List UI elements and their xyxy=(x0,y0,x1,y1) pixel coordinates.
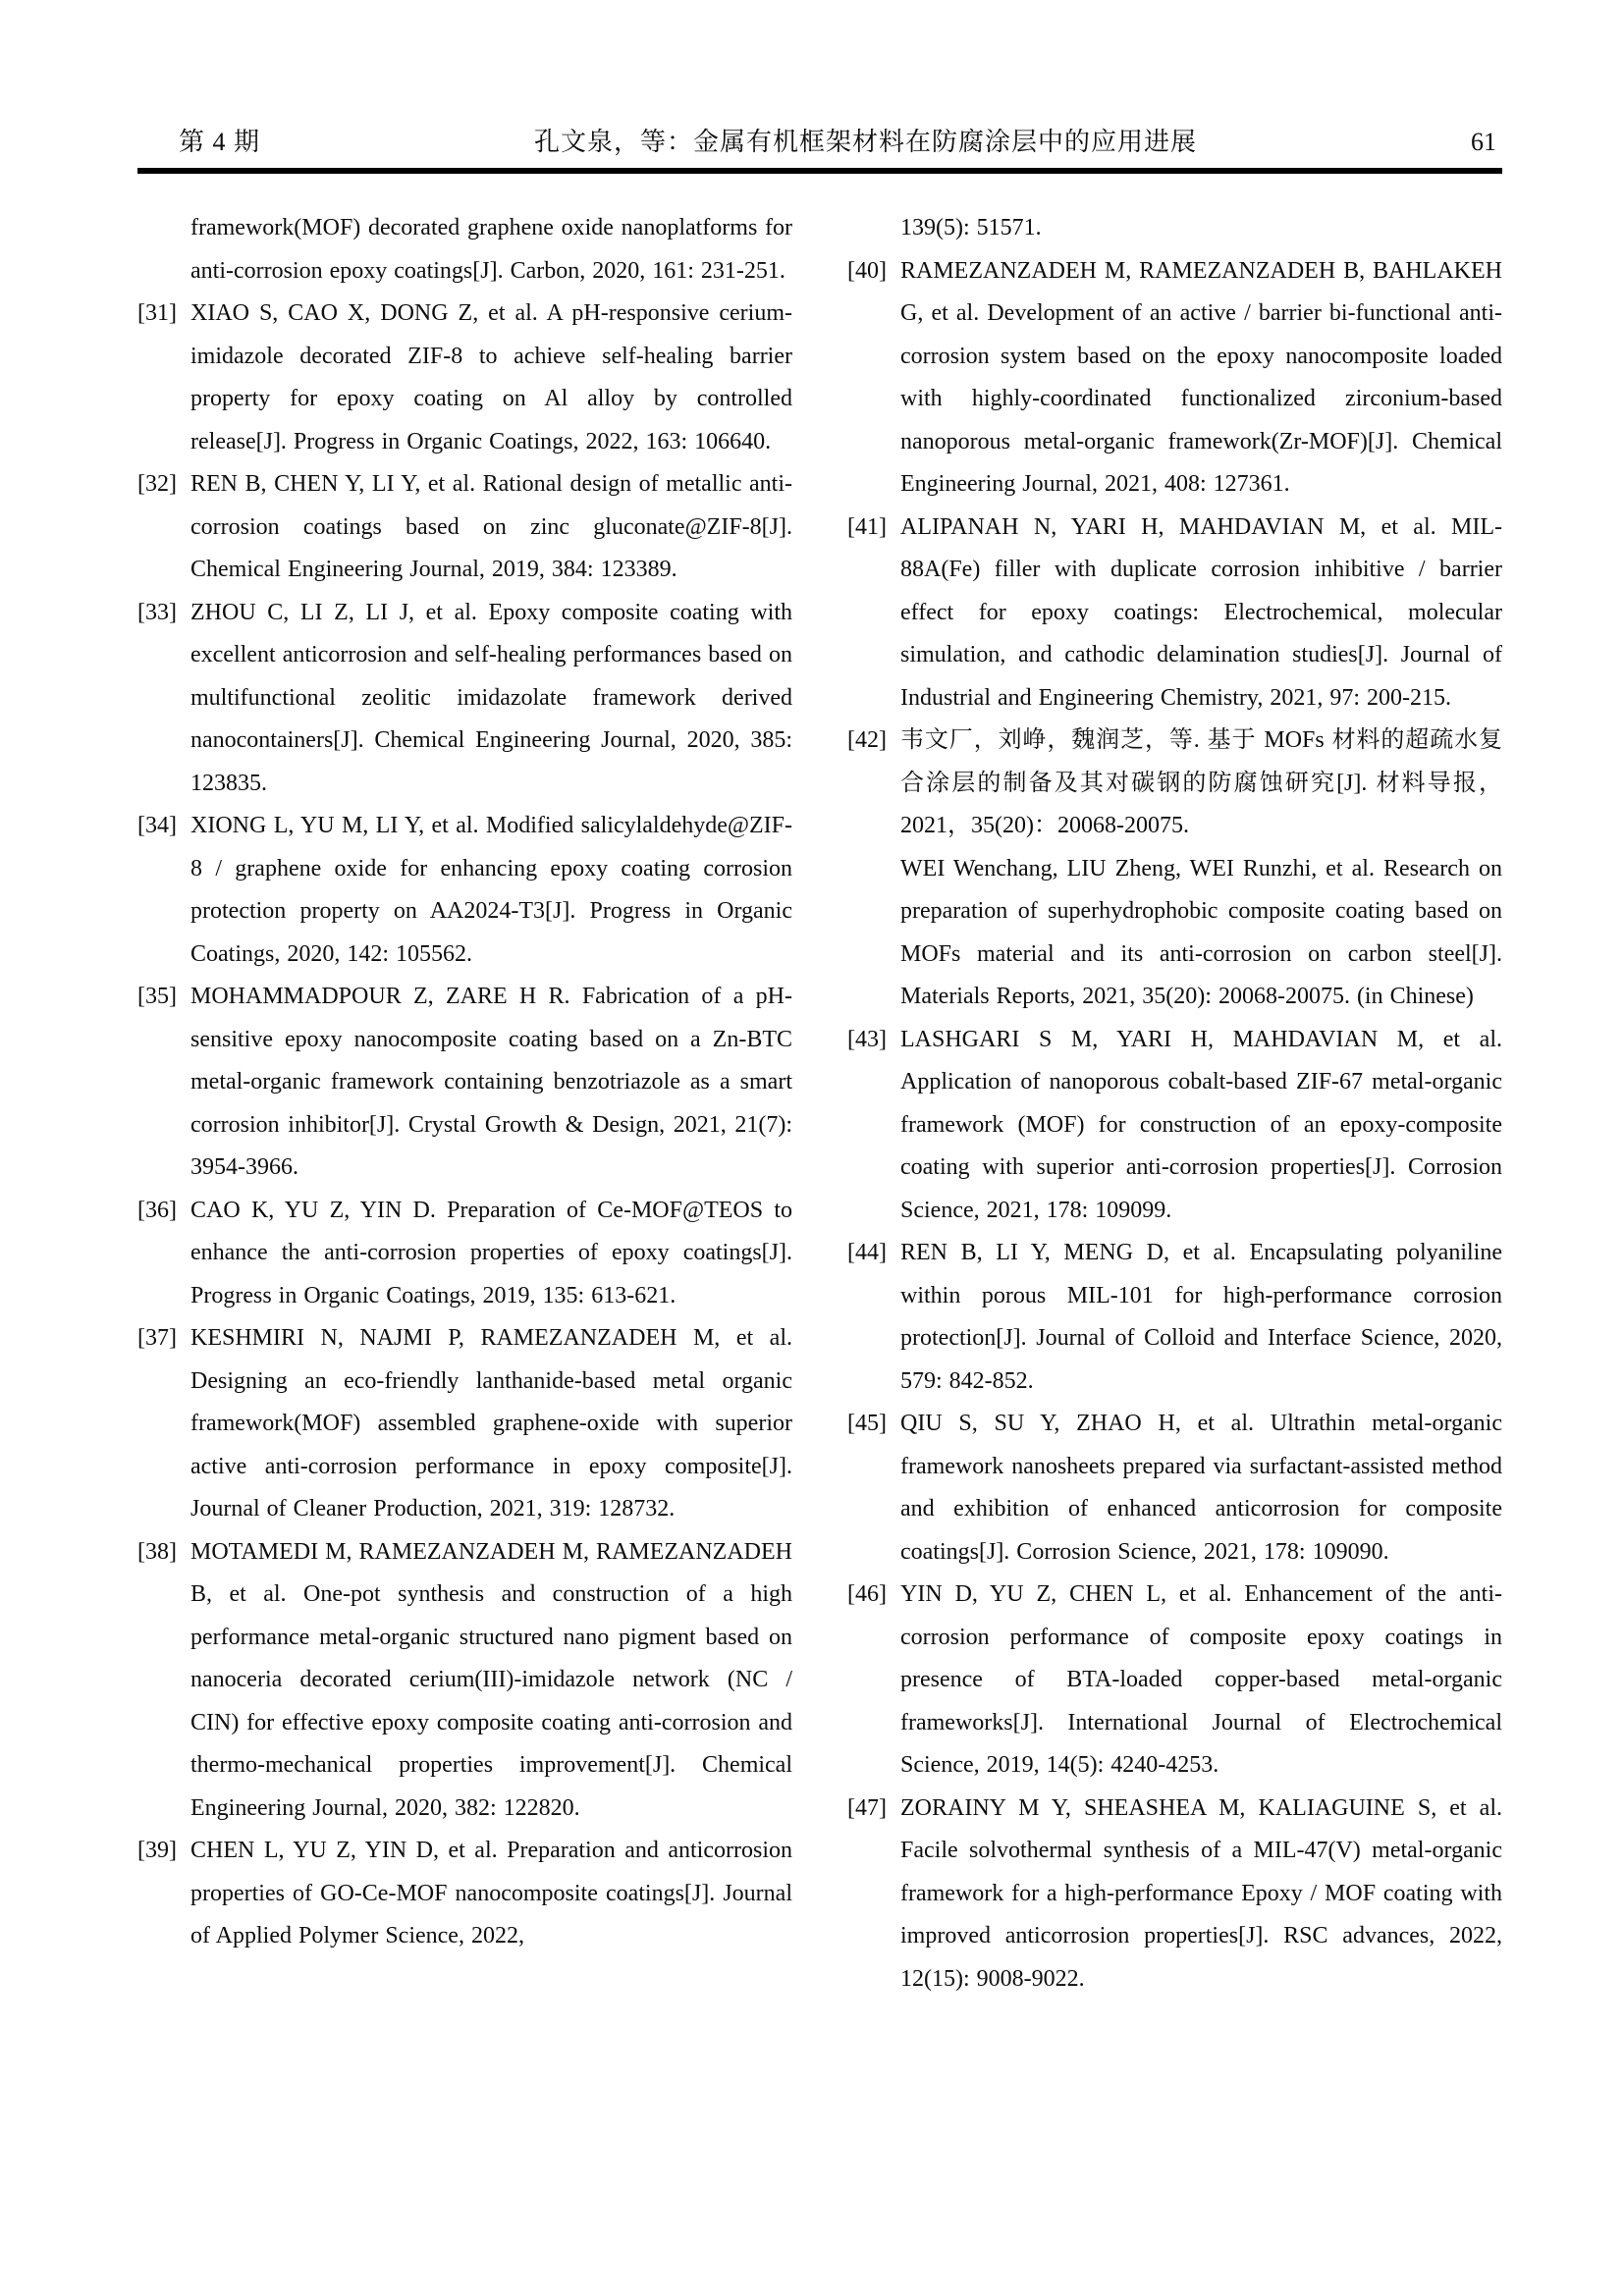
reference-item-38 xyxy=(137,1531,792,1831)
reference-text: LASHGARI S M, YARI H, MAHDAVIAN M, et al. Application of nanoporous cobalt-based ZIF-67 metal-organic framework (MOF) for construction of an epoxy-composite coating with superior anti-corrosion properties[J]. Corrosion Science, 2021, 178: 109099. xyxy=(900,1026,1502,1223)
reference-item-36 xyxy=(137,1190,792,1318)
reference-number: [46] xyxy=(847,1581,887,1607)
reference-item-32 xyxy=(137,463,792,592)
header-running-title: 孔文泉，等：金属有机框架材料在防腐涂层中的应用进展 xyxy=(534,128,1198,156)
reference-text: XIONG L, YU M, LI Y, et al. Modified salicylaldehyde@ZIF-8 / graphene oxide for enhancing epoxy coating corrosion protection property on AA2024-T3[J]. Progress in Organic Coatings, 2020, 142: 105562. xyxy=(190,813,792,967)
reference-continuation-right xyxy=(847,207,1502,250)
reference-text: XIAO S, CAO X, DONG Z, et al. A pH-responsive cerium-imidazole decorated ZIF-8 to achieve self-healing barrier property for epoxy coating on Al alloy by controlled release[J]. Progress in Organic Coatings, 2022, 163: 106640. xyxy=(190,300,792,454)
reference-item-40 xyxy=(847,250,1502,507)
reference-number: [39] xyxy=(137,1838,177,1863)
reference-item-45 xyxy=(847,1403,1502,1574)
reference-text: ZORAINY M Y, SHEASHEA M, KALIAGUINE S, et al. Facile solvothermal synthesis of a MIL-47(V) metal-organic framework for a high-performance Epoxy / MOF coating with improved anticorrosion properties[J]. RSC advances, 2022, 12(15): 9008-9022. xyxy=(900,1794,1502,1992)
reference-item-39 xyxy=(137,1830,792,1958)
reference-number: [42] xyxy=(847,727,887,753)
reference-text: 韦文厂，刘峥，魏润芝，等. 基于 MOFs 材料的超疏水复合涂层的制备及其对碳钢的防腐蚀研究[J]. 材料导报，2021，35(20)：20068-20075. xyxy=(900,727,1502,838)
reference-item-31 xyxy=(137,293,792,463)
page-header xyxy=(137,126,1502,174)
reference-text: ALIPANAH N, YARI H, MAHDAVIAN M, et al. MIL-88A(Fe) filler with duplicate corrosion inhibitive / barrier effect for epoxy coatings: Electrochemical, molecular simulation, and cathodic delamination studies[J]. Journal of Industrial and Engineering Chemistry, 2021, 97: 200-215. xyxy=(900,513,1502,711)
reference-number: [37] xyxy=(137,1325,177,1351)
header-issue-label: 第 4 期 xyxy=(179,128,261,156)
reference-number: [45] xyxy=(847,1411,887,1436)
reference-number: [44] xyxy=(847,1240,887,1265)
header-page-number: 61 xyxy=(1471,128,1496,156)
reference-item-44 xyxy=(847,1232,1502,1403)
reference-item-42 xyxy=(847,720,1502,1019)
references-section xyxy=(137,207,1502,2001)
reference-number: [41] xyxy=(847,513,887,540)
reference-item-47 xyxy=(847,1788,1502,2002)
reference-text: CAO K, YU Z, YIN D. Preparation of Ce-MOF@TEOS to enhance the anti-corrosion properties of epoxy coatings[J]. Progress in Organic Coatings, 2019, 135: 613-621. xyxy=(190,1197,792,1308)
reference-text: REN B, LI Y, MENG D, et al. Encapsulating polyaniline within porous MIL-101 for high-performance corrosion protection[J]. Journal of Colloid and Interface Science, 2020, 579: 842-852. xyxy=(900,1240,1502,1394)
reference-text: QIU S, SU Y, ZHAO H, et al. Ultrathin metal-organic framework nanosheets prepared via surfactant-assisted method and exhibition of enhanced anticorrosion for composite coatings[J]. Corrosion Science, 2021, 178: 109090. xyxy=(900,1411,1502,1565)
reference-continuation-left xyxy=(137,207,792,293)
reference-text: 139(5): 51571. xyxy=(900,215,1042,240)
reference-item-35 xyxy=(137,976,792,1190)
reference-text: WEI Wenchang, LIU Zheng, WEI Runzhi, et al. Research on preparation of superhydrophobic composite coating based on MOFs material and its anti-corrosion on carbon steel[J]. Materials Reports, 2021, 35(20): 20068-20075. (in Chinese) xyxy=(900,855,1502,1009)
reference-text: MOHAMMADPOUR Z, ZARE H R. Fabrication of a pH-sensitive epoxy nanocomposite coating based on a Zn-BTC metal-organic framework containing benzotriazole as a smart corrosion inhibitor[J]. Crystal Growth & Design, 2021, 21(7): 3954-3966. xyxy=(190,984,792,1180)
references-column-right xyxy=(847,207,1502,2001)
reference-item-41 xyxy=(847,507,1502,721)
reference-number: [36] xyxy=(137,1197,177,1223)
reference-number: [32] xyxy=(137,471,177,497)
reference-number: [35] xyxy=(137,984,177,1009)
reference-text: RAMEZANZADEH M, RAMEZANZADEH B, BAHLAKEH G, et al. Development of an active / barrier bi-functional anti-corrosion system based on the epoxy nanocomposite loaded with highly-coordinated functionalized zirconium-based nanoporous metal-organic framework(Zr-MOF)[J]. Chemical Engineering Journal, 2021, 408: 127361. xyxy=(900,257,1502,497)
reference-text: KESHMIRI N, NAJMI P, RAMEZANZADEH M, et al. Designing an eco-friendly lanthanide-based metal organic framework(MOF) assembled graphene-oxide with superior active anti-corrosion performance in epoxy composite[J]. Journal of Cleaner Production, 2021, 319: 128732. xyxy=(190,1325,792,1522)
reference-number: [34] xyxy=(137,813,177,838)
reference-text: YIN D, YU Z, CHEN L, et al. Enhancement of the anti-corrosion performance of composite epoxy coatings in presence of BTA-loaded copper-based metal-organic frameworks[J]. International Journal of Electrochemical Science, 2019, 14(5): 4240-4253. xyxy=(900,1581,1502,1778)
reference-item-33 xyxy=(137,592,792,806)
reference-item-34 xyxy=(137,805,792,976)
reference-number: [31] xyxy=(137,300,177,326)
reference-item-43 xyxy=(847,1019,1502,1233)
reference-item-37 xyxy=(137,1317,792,1531)
reference-text: CHEN L, YU Z, YIN D, et al. Preparation and anticorrosion properties of GO-Ce-MOF nanocomposite coatings[J]. Journal of Applied Polymer Science, 2022, xyxy=(190,1838,792,1949)
reference-number: [43] xyxy=(847,1026,887,1052)
reference-number: [38] xyxy=(137,1538,177,1565)
reference-text: MOTAMEDI M, RAMEZANZADEH M, RAMEZANZADEH B, et al. One-pot synthesis and construction of a high performance metal-organic structured nano pigment based on nanoceria decorated cerium(III)-imidazole network (NC / CIN) for effective epoxy composite coating anti-corrosion and thermo-mechanical properties improvement[J]. Chemical Engineering Journal, 2020, 382: 122820. xyxy=(190,1538,792,1821)
reference-text: REN B, CHEN Y, LI Y, et al. Rational design of metallic anti-corrosion coatings based on zinc gluconate@ZIF-8[J]. Chemical Engineering Journal, 2019, 384: 123389. xyxy=(190,471,792,582)
reference-text: framework(MOF) decorated graphene oxide nanoplatforms for anti-corrosion epoxy coatings[J]. Carbon, 2020, 161: 231-251. xyxy=(190,215,792,284)
reference-number: [47] xyxy=(847,1794,887,1821)
reference-number: [40] xyxy=(847,257,887,284)
reference-number: [33] xyxy=(137,599,177,625)
reference-item-46 xyxy=(847,1574,1502,1788)
references-column-left xyxy=(137,207,792,2001)
reference-text: ZHOU C, LI Z, LI J, et al. Epoxy composite coating with excellent anticorrosion and self-healing performances based on multifunctional zeolitic imidazolate framework derived nanocontainers[J]. Chemical Engineering Journal, 2020, 385: 123835. xyxy=(190,599,792,796)
